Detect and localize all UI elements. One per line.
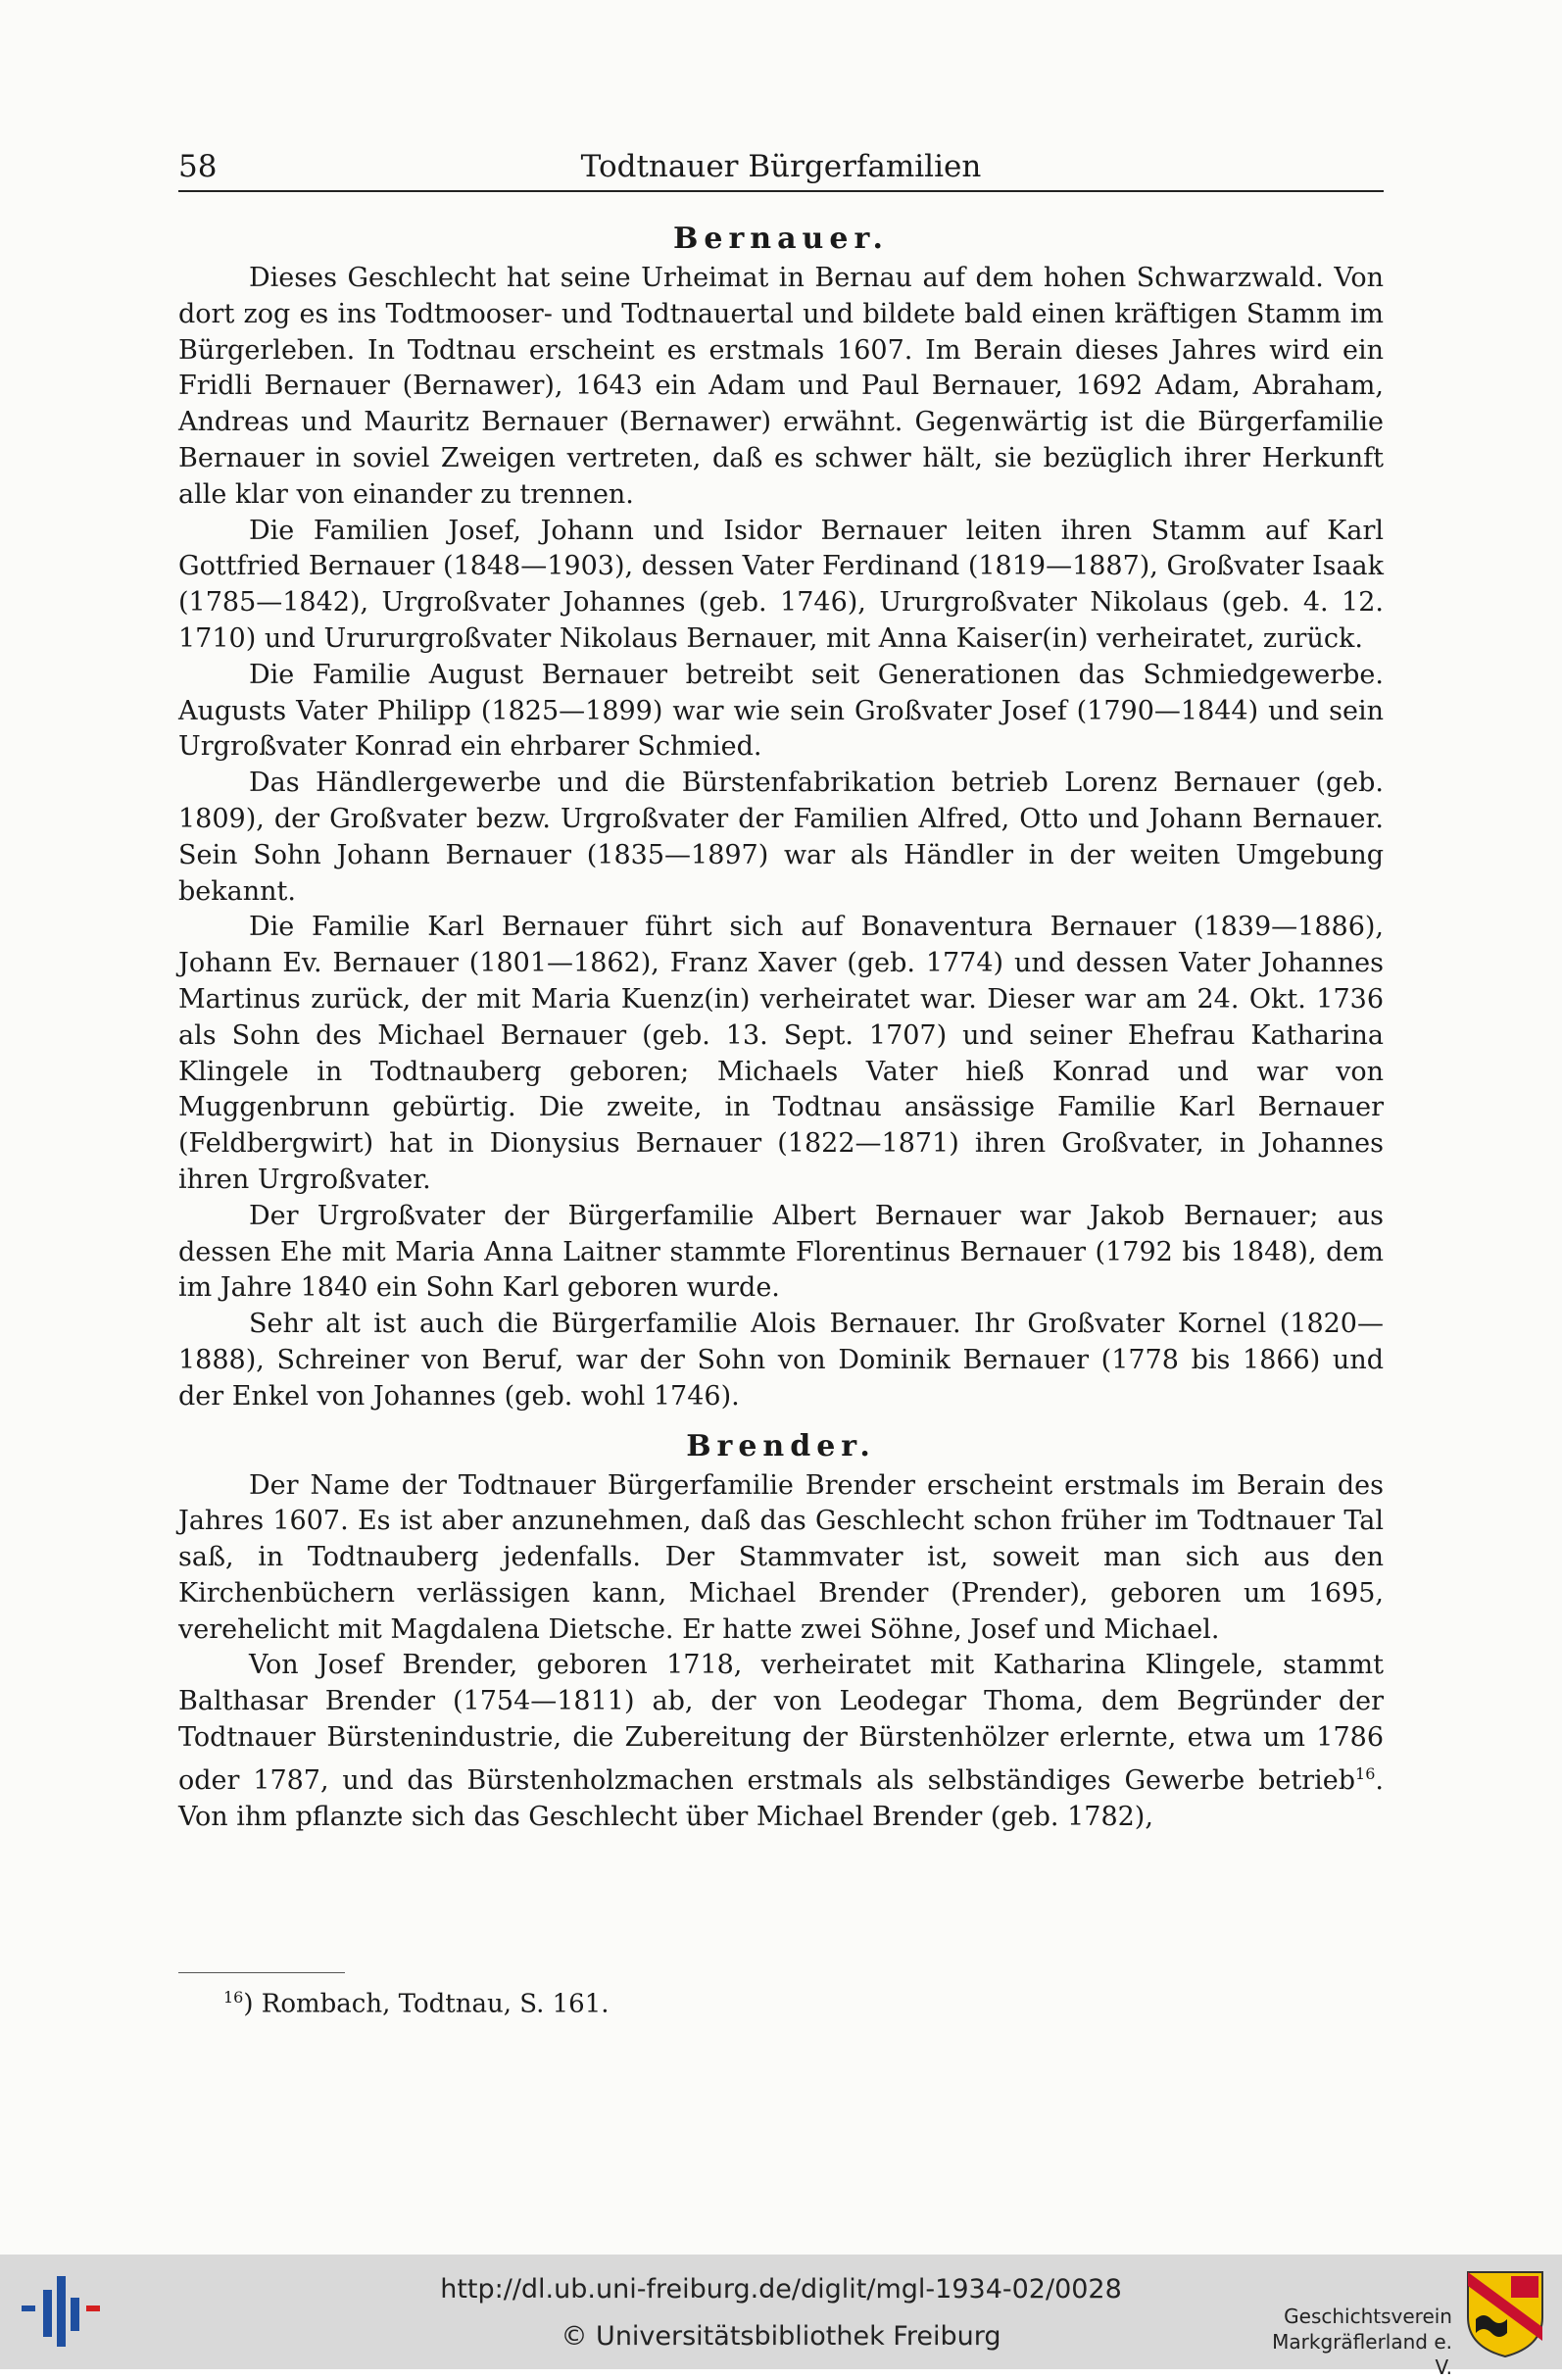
paragraph: Der Name der Todtnauer Bürgerfamilie Brender erscheint erstmals im Berain des Jahres 1607. Es ist aber anzunehmen, daß das Geschlecht schon früher im Todtnauer Tal saß, in Todtnauberg jedenfalls. Der Stammvater ist, soweit man sich aus den Kirchenbüchern verlässigen kann, Michael Brender (Prender), geboren um 1695, verehelicht mit Magdalena Dietsche. Er hatte zwei Söhne, Josef und Michael. bbox=[178, 1469, 1384, 1645]
footnote bbox=[223, 1988, 610, 2019]
paragraph: Die Familie August Bernauer betreibt seit Generationen das Schmiedgewerbe. Augusts Vater Philipp (1825—1899) war wie sein Großvater Josef (1790—1844) und sein Urgroßvater Konrad ein ehrbarer Schmied. bbox=[178, 659, 1384, 763]
footer-url-link[interactable]: http://dl.ub.uni-freiburg.de/diglit/mgl-1934-02/0028 bbox=[440, 2274, 1122, 2305]
footnote-reference[interactable]: 16 bbox=[1355, 1763, 1376, 1783]
footnote-number: 16 bbox=[223, 1988, 244, 2007]
paragraph-text: Von Josef Brender, geboren 1718, verheiratet mit Katharina Klingele, stammt Balthasar Brender (1754—1811) ab, der von Leodegar Thoma, dem Begründer der Todtnauer Bürstenindustrie, die Zubereitung der Bürstenhölzer erlernte, etwa um 1786 oder 1787, und das Bürstenholzmachen erstmals als selbständiges Gewerbe betrieb bbox=[178, 1650, 1384, 1796]
paragraph: Sehr alt ist auch die Bürgerfamilie Alois Bernauer. Ihr Großvater Kornel (1820—1888), Schreiner von Beruf, war der Sohn von Dominik Bernauer (1778 bis 1866) und der Enkel von Johannes (geb. wohl 1746). bbox=[178, 1309, 1384, 1412]
markgraeflerland-crest-icon bbox=[1464, 2268, 1546, 2358]
running-title: Todtnauer Bürgerfamilien bbox=[580, 149, 982, 184]
paragraph: Dieses Geschlecht hat seine Urheimat in Bernau auf dem hohen Schwarzwald. Von dort zog es ins Todtmooser- und Todtnauertal und bildete bald einen kräftigen Stamm im Bürgerleben. In Todtnau erscheint es erstmals 1607. Im Berain dieses Jahres wird ein Fridli Bernauer (Bernawer), 1643 ein Adam und Paul Bernauer, 1692 Adam, Abraham, Andreas und Mauritz Bernauer (Bernawer) erwähnt. Gegenwärtig ist die Bürgerfamilie Bernauer in soviel Zweigen vertreten, daß es schwer hält, sie bezüglich ihrer Herkunft alle klar von einander zu trennen. bbox=[178, 263, 1384, 510]
section-title-bernauer: Bernauer. bbox=[673, 222, 889, 256]
body-text bbox=[178, 218, 1384, 1835]
section-title-brender: Brender. bbox=[686, 1428, 876, 1463]
page-number: 58 bbox=[178, 149, 218, 184]
paragraph-tail: . Von ihm pflanzte sich das Geschlecht über Michael Brender (geb. 1782), bbox=[178, 1764, 1384, 1832]
footer-copyright: © Universitätsbibliothek Freiburg bbox=[561, 2321, 1001, 2352]
society-name bbox=[1256, 2304, 1452, 2380]
footer-bar bbox=[0, 2255, 1562, 2379]
paragraph: Die Familien Josef, Johann und Isidor Bernauer leiten ihren Stamm auf Karl Gottfried Bernauer (1848—1903), dessen Vater Ferdinand (1819—1887), Großvater Isaak (1785—1842), Urgroßvater Johannes (geb. 1746), Ururgroßvater Nikolaus (geb. 4. 12. 1710) und Urururgroßvater Nikolaus Bernauer, mit Anna Kaiser(in) verheiratet, zurück. bbox=[178, 515, 1384, 654]
running-head bbox=[178, 147, 1384, 192]
footnote-text: ) Rombach, Todtnau, S. 161. bbox=[243, 1989, 610, 2019]
society-name-line2: Markgräflerland e. V. bbox=[1272, 2330, 1452, 2379]
footnote-divider bbox=[178, 1972, 345, 1973]
paragraph-with-footnote bbox=[178, 1648, 1384, 1835]
paragraph: Die Familie Karl Bernauer führt sich auf Bonaventura Bernauer (1839—1886), Johann Ev. Bernauer (1801—1862), Franz Xaver (geb. 1774) und dessen Vater Johannes Martinus zurück, der mit Maria Kuenz(in) verheiratet war. Dieser war am 24. Okt. 1736 als Sohn des Michael Bernauer (geb. 13. Sept. 1707) und seiner Ehefrau Katharina Klingele in Todtnauberg geboren; Michaels Vater hieß Konrad und war von Muggenbrunn gebürtig. Die zweite, in Todtnau ansässige Familie Karl Bernauer (Feldbergwirt) hat in Dionysius Bernauer (1822—1871) ihren Großvater, in Johannes ihren Urgroßvater. bbox=[178, 912, 1384, 1195]
paragraph: Der Urgroßvater der Bürgerfamilie Albert Bernauer war Jakob Bernauer; aus dessen Ehe mit Maria Anna Laitner stammte Florentinus Bernauer (1792 bis 1848), dem im Jahre 1840 ein Sohn Karl geboren wurde. bbox=[178, 1200, 1384, 1304]
society-name-line1: Geschichtsverein bbox=[1284, 2305, 1452, 2328]
paragraph: Das Händlergewerbe und die Bürstenfabrikation betrieb Lorenz Bernauer (geb. 1809), der Großvater bezw. Urgroßvater der Familien Alfred, Otto und Johann Bernauer. Sein Sohn Johann Bernauer (1835—1897) war als Händler in der weiten Umgebung bekannt. bbox=[178, 768, 1384, 907]
